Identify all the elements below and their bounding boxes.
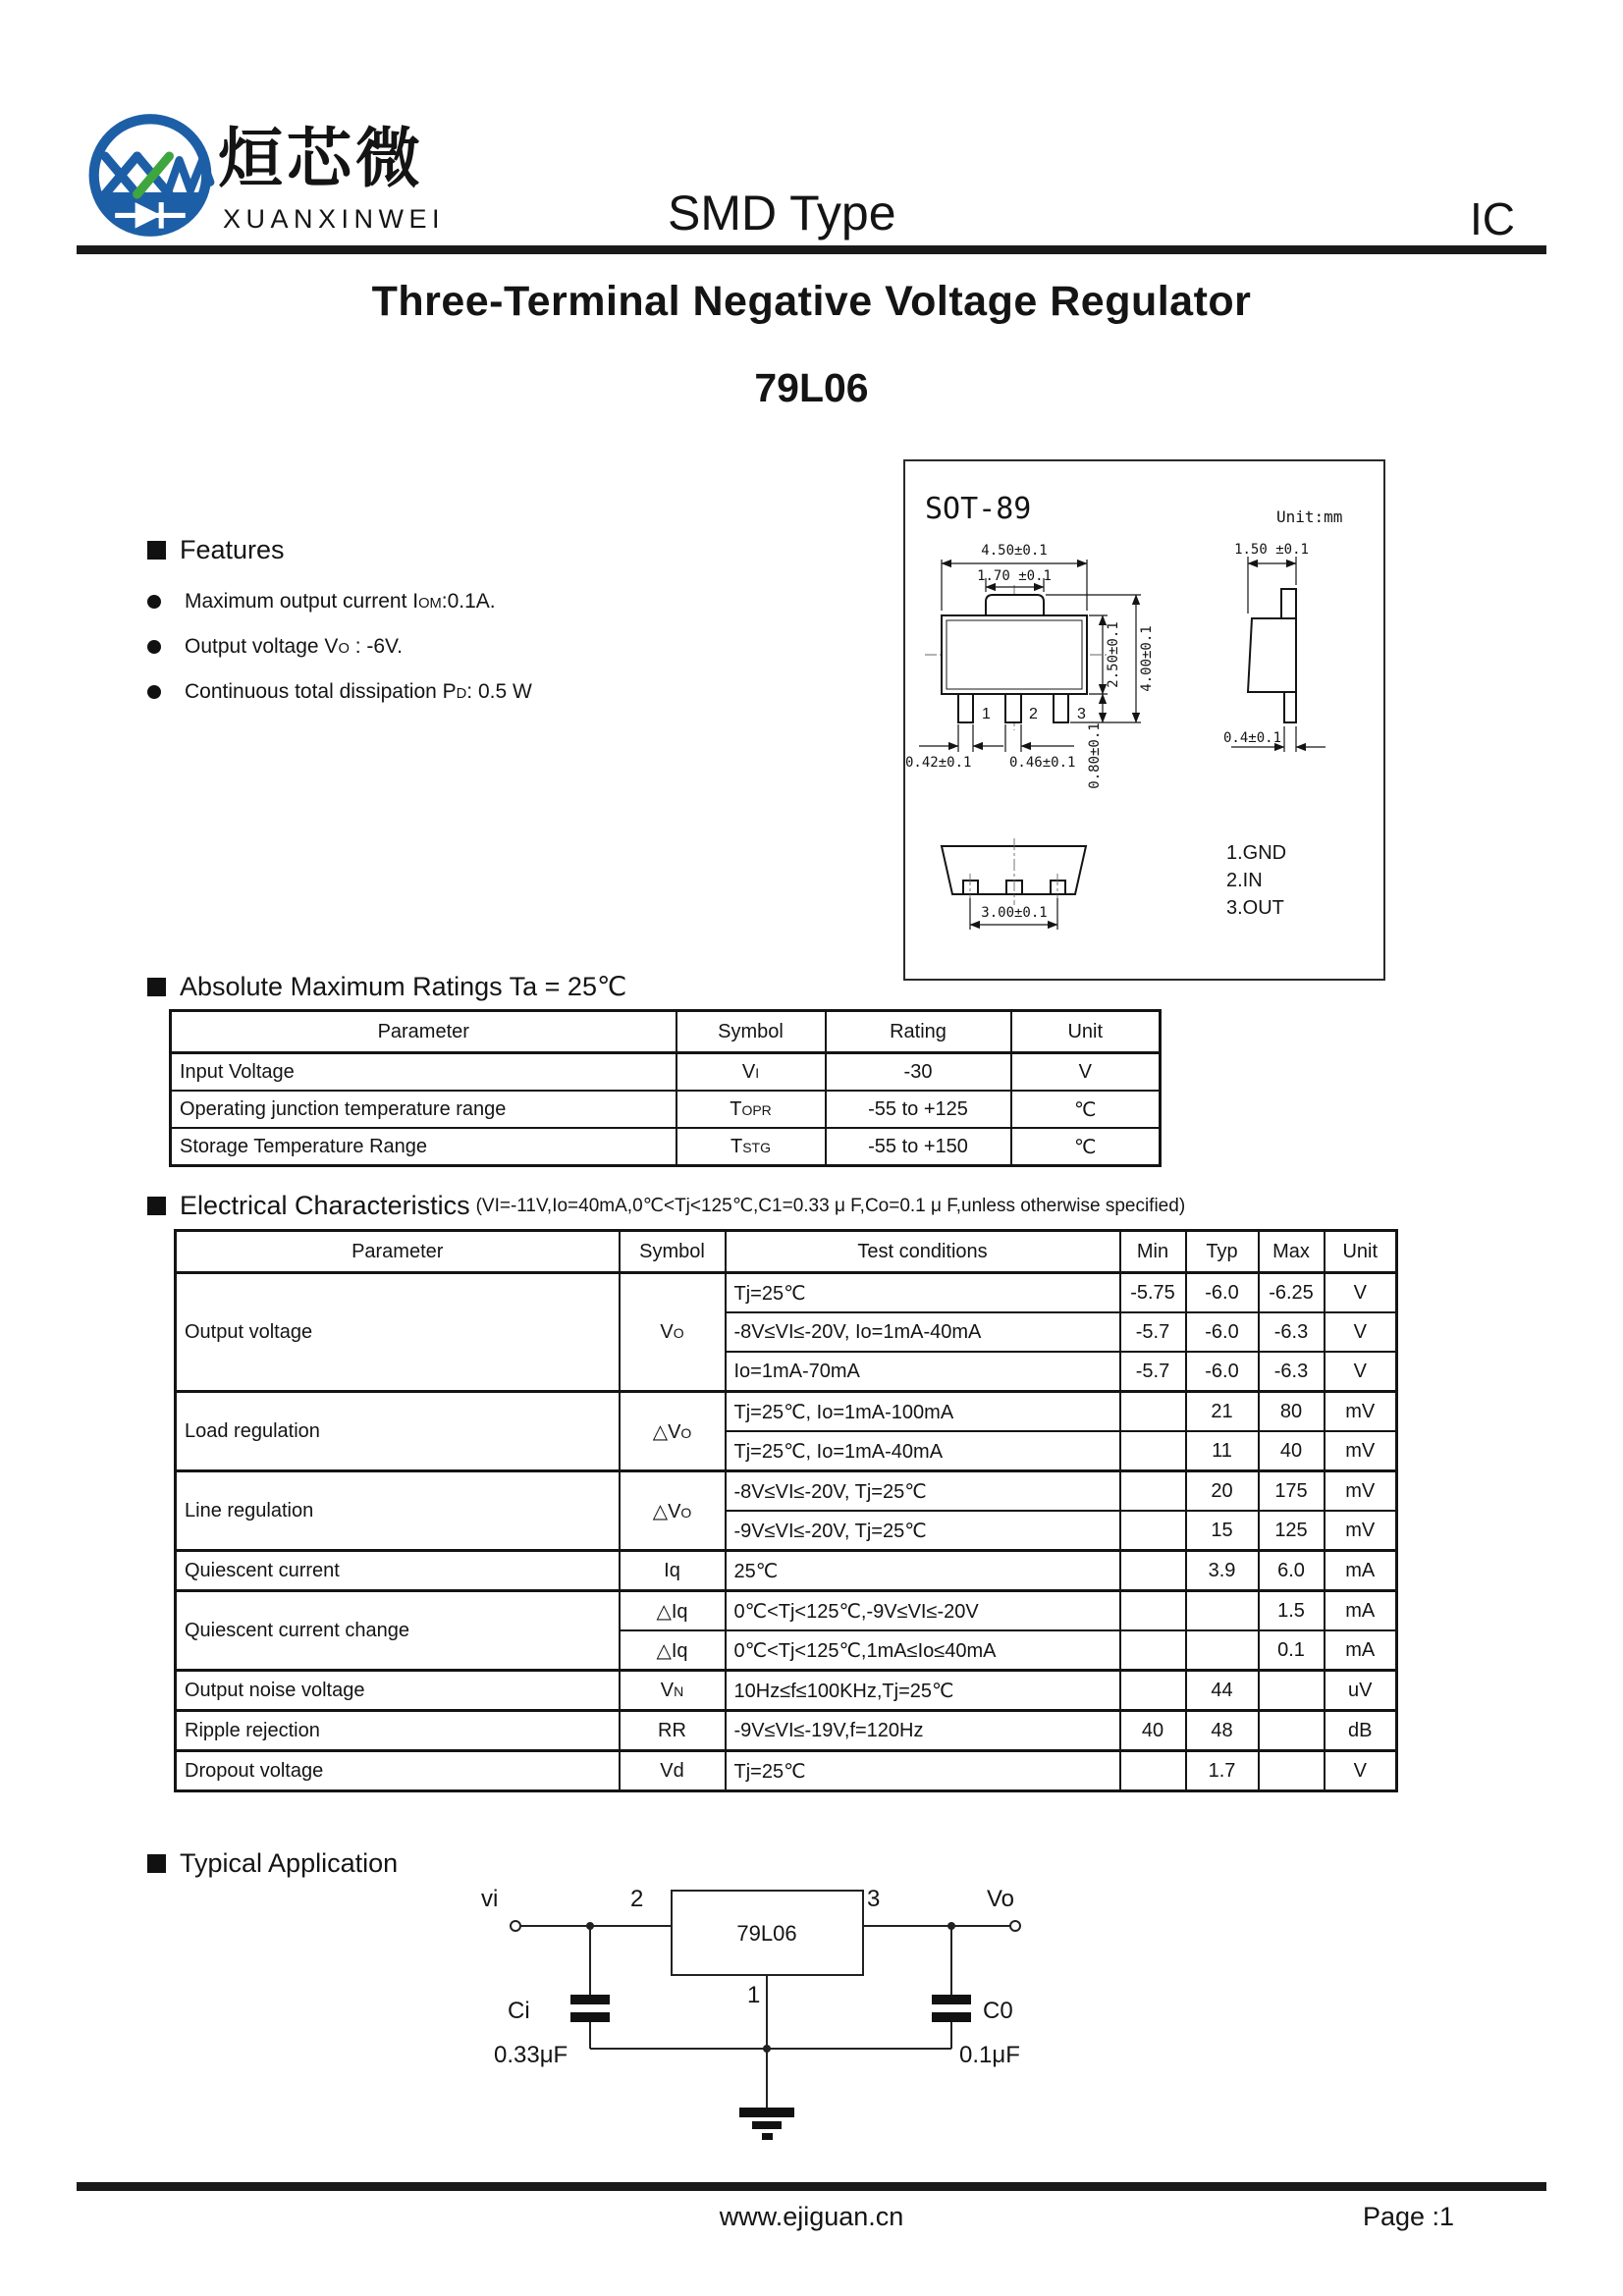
column-header: Symbol xyxy=(620,1231,726,1273)
ec-max-cell: 80 xyxy=(1259,1392,1325,1432)
page-title: Three-Terminal Negative Voltage Regulator xyxy=(371,278,1252,325)
ec-typ-cell: 3.9 xyxy=(1186,1551,1259,1591)
pin1-label: 1 xyxy=(747,1982,761,2008)
ec-unit-cell: dB xyxy=(1325,1711,1397,1751)
ec-max-cell: -6.3 xyxy=(1259,1352,1325,1392)
ec-unit-cell: mV xyxy=(1325,1511,1397,1551)
feature-subscript: OM xyxy=(418,596,442,612)
ec-unit-cell: mV xyxy=(1325,1471,1397,1512)
column-header: Unit xyxy=(1011,1011,1161,1053)
abs-max-table-wrap xyxy=(169,1009,1162,1167)
pin-number-2: 2 xyxy=(1029,706,1038,722)
capacitor-plate xyxy=(570,1995,610,2004)
pin-name-list xyxy=(1226,842,1286,919)
pin2-label: 2 xyxy=(630,1886,644,1912)
ec-min-cell xyxy=(1120,1511,1186,1551)
ec-typ-cell: 11 xyxy=(1186,1431,1259,1471)
ec-max-cell: -6.25 xyxy=(1259,1273,1325,1313)
ec-typ-cell: 48 xyxy=(1186,1711,1259,1751)
feature-text-part: Maximum output current I xyxy=(185,590,419,613)
ec-min-cell xyxy=(1120,1392,1186,1432)
ec-symbol-cell: △Iq xyxy=(620,1591,726,1631)
symbol-sub: O xyxy=(680,1504,692,1521)
column-header: Max xyxy=(1259,1231,1325,1273)
ec-unit-cell: mA xyxy=(1325,1551,1397,1591)
ec-symbol-cell xyxy=(620,1551,726,1591)
ec-min-cell: -5.7 xyxy=(1120,1312,1186,1352)
ec-condition-cell: 25℃ xyxy=(726,1551,1120,1591)
brand-english: XUANXINWEI xyxy=(223,204,446,234)
ec-param-cell: Output noise voltage xyxy=(176,1671,620,1711)
ec-table xyxy=(174,1229,1398,1792)
feature-text-part: Continuous total dissipation P xyxy=(185,680,457,703)
package-drawing-box xyxy=(903,459,1385,981)
ec-min-cell xyxy=(1120,1751,1186,1791)
abs-max-heading xyxy=(147,972,626,1002)
ec-min-cell: -5.75 xyxy=(1120,1273,1186,1313)
ec-condition-cell: 0℃<Tj<125℃,-9V≤VI≤-20V xyxy=(726,1591,1120,1631)
ec-typ-cell: -6.0 xyxy=(1186,1312,1259,1352)
ec-symbol-cell xyxy=(620,1471,726,1551)
footer-page-label: Page :1 xyxy=(1363,2202,1455,2231)
capacitor-plate xyxy=(932,2012,971,2022)
amr-rating-cell: -55 to +125 xyxy=(826,1091,1011,1128)
ec-param-cell: Ripple rejection xyxy=(176,1711,620,1751)
unit-label: Unit:mm xyxy=(1276,507,1343,526)
output-terminal xyxy=(1010,1921,1020,1931)
ec-param-cell: Quiescent current change xyxy=(176,1591,620,1671)
bullet-icon xyxy=(147,595,161,609)
features-section xyxy=(147,535,835,715)
dim-side-width: 1.50 ±0.1 xyxy=(1234,542,1309,558)
features-heading xyxy=(147,535,835,565)
column-header: Unit xyxy=(1325,1231,1397,1273)
feature-text-part: :0.1A. xyxy=(441,590,496,613)
amr-rating-cell: -55 to +150 xyxy=(826,1128,1011,1166)
table-header-row xyxy=(171,1011,1161,1053)
column-header: Parameter xyxy=(171,1011,676,1053)
symbol-main: V xyxy=(660,1679,675,1701)
capacitor-plate xyxy=(570,2012,610,2022)
feature-text xyxy=(185,680,532,704)
features-heading-text: Features xyxy=(180,535,285,564)
ec-unit-cell: V xyxy=(1325,1751,1397,1791)
ec-symbol-cell xyxy=(620,1273,726,1392)
symbol-main: RR xyxy=(658,1719,686,1741)
front-view xyxy=(905,543,1155,789)
section-marker-icon xyxy=(147,1854,166,1873)
ec-typ-cell: -6.0 xyxy=(1186,1352,1259,1392)
dim-total-height: 4.00±0.1 xyxy=(1139,625,1155,692)
pin-name-gnd: 1.GND xyxy=(1226,842,1287,864)
ec-typ-cell: 1.7 xyxy=(1186,1751,1259,1791)
symbol-main: T xyxy=(730,1135,743,1157)
feature-text-part: : -6V. xyxy=(349,635,403,658)
ec-condition-cell: 0℃<Tj<125℃,1mA≤Io≤40mA xyxy=(726,1630,1120,1671)
ec-condition-cell: -8V≤VI≤-20V, Tj=25℃ xyxy=(726,1471,1120,1512)
input-cap-label: Ci xyxy=(508,1998,530,2024)
typical-application-heading-text: Typical Application xyxy=(180,1848,399,1878)
amr-unit-cell: ℃ xyxy=(1011,1091,1161,1128)
application-circuit-svg xyxy=(412,1863,1100,2158)
abs-max-heading-text: Absolute Maximum Ratings Ta = 25℃ xyxy=(180,972,627,1001)
column-header: Min xyxy=(1120,1231,1186,1273)
ec-min-cell xyxy=(1120,1591,1186,1631)
dim-top-width: 4.50±0.1 xyxy=(981,543,1048,559)
ec-param-cell: Output voltage xyxy=(176,1273,620,1392)
symbol-main: Vd xyxy=(660,1759,684,1782)
ec-symbol-cell xyxy=(620,1711,726,1751)
ec-typ-cell: -6.0 xyxy=(1186,1273,1259,1313)
dim-tab-width: 1.70 ±0.1 xyxy=(977,568,1052,584)
amr-symbol-cell xyxy=(676,1053,826,1092)
output-cap-label: C0 xyxy=(983,1998,1013,2024)
ground-icon xyxy=(739,2108,794,2140)
ec-max-cell: 6.0 xyxy=(1259,1551,1325,1591)
table-row xyxy=(171,1128,1161,1166)
dim-bottom-pitch: 3.00±0.1 xyxy=(981,905,1048,921)
column-header: Typ xyxy=(1186,1231,1259,1273)
column-header: Rating xyxy=(826,1011,1011,1053)
feature-text xyxy=(185,590,496,614)
ec-condition-cell: -9V≤VI≤-20V, Tj=25℃ xyxy=(726,1511,1120,1551)
header-ic-label: IC xyxy=(1470,193,1515,244)
ec-min-cell xyxy=(1120,1630,1186,1671)
symbol-main: V xyxy=(741,1060,756,1083)
ec-min-cell xyxy=(1120,1671,1186,1711)
pin-name-out: 3.OUT xyxy=(1226,897,1284,919)
feature-item xyxy=(147,624,835,669)
pin-number-3: 3 xyxy=(1077,706,1086,722)
header-rule xyxy=(77,245,1546,254)
amr-unit-cell: V xyxy=(1011,1053,1161,1092)
ec-max-cell: -6.3 xyxy=(1259,1312,1325,1352)
elec-char-heading-text: Electrical Characteristics xyxy=(180,1191,470,1220)
ec-condition-cell: Tj=25℃ xyxy=(726,1273,1120,1313)
ec-symbol-cell: △Iq xyxy=(620,1630,726,1671)
symbol-main: Iq xyxy=(664,1559,680,1581)
ec-max-cell: 175 xyxy=(1259,1471,1325,1512)
elec-char-table-wrap xyxy=(174,1229,1398,1792)
amr-param-cell: Storage Temperature Range xyxy=(171,1128,676,1166)
ec-max-cell: 40 xyxy=(1259,1431,1325,1471)
ec-condition-cell: Tj=25℃, Io=1mA-40mA xyxy=(726,1431,1120,1471)
column-header: Test conditions xyxy=(726,1231,1120,1273)
ec-symbol-cell xyxy=(620,1671,726,1711)
ec-unit-cell: V xyxy=(1325,1352,1397,1392)
symbol-sub: O xyxy=(673,1324,684,1341)
package-drawing-svg xyxy=(905,461,1383,979)
ec-typ-cell: 15 xyxy=(1186,1511,1259,1551)
ec-param-cell: Quiescent current xyxy=(176,1551,620,1591)
ec-unit-cell: mV xyxy=(1325,1431,1397,1471)
section-marker-icon xyxy=(147,978,166,996)
symbol-sub: STG xyxy=(742,1139,771,1155)
ec-unit-cell: V xyxy=(1325,1312,1397,1352)
input-cap-value: 0.33μF xyxy=(494,2042,568,2068)
symbol-main: V xyxy=(660,1320,674,1343)
footer-rule xyxy=(77,2182,1546,2191)
ec-unit-cell: mA xyxy=(1325,1630,1397,1671)
ec-max-cell xyxy=(1259,1751,1325,1791)
bullet-icon xyxy=(147,640,161,654)
capacitor-plate xyxy=(932,1995,971,2004)
ec-unit-cell: uV xyxy=(1325,1671,1397,1711)
typical-application-heading xyxy=(147,1848,398,1879)
symbol-sub: O xyxy=(680,1424,692,1441)
feature-subscript: O xyxy=(338,641,350,657)
ec-typ-cell xyxy=(1186,1630,1259,1671)
table-header-row xyxy=(176,1231,1397,1273)
elec-char-conditions-note: (VI=-11V,Io=40mA,0℃<Tj<125℃,C1=0.33 μ F,Co=0.1 μ F,unless otherwise specified) xyxy=(475,1196,1186,1216)
ec-unit-cell: mA xyxy=(1325,1591,1397,1631)
table-row xyxy=(176,1551,1397,1591)
amr-table xyxy=(169,1009,1162,1167)
dim-lead1-width: 0.42±0.1 xyxy=(905,755,972,771)
symbol-sub: N xyxy=(674,1682,684,1699)
ec-min-cell xyxy=(1120,1551,1186,1591)
column-header: Symbol xyxy=(676,1011,826,1053)
ec-condition-cell: -9V≤VI≤-19V,f=120Hz xyxy=(726,1711,1120,1751)
ec-min-cell xyxy=(1120,1431,1186,1471)
junction-dot xyxy=(763,2045,771,2053)
table-row xyxy=(176,1392,1397,1432)
amr-unit-cell: ℃ xyxy=(1011,1128,1161,1166)
ec-param-cell: Load regulation xyxy=(176,1392,620,1471)
feature-text-part: Output voltage V xyxy=(185,635,339,658)
pin3-label: 3 xyxy=(867,1886,881,1912)
header-smd-type: SMD Type xyxy=(668,186,896,240)
table-row xyxy=(171,1091,1161,1128)
ec-typ-cell: 20 xyxy=(1186,1471,1259,1512)
input-terminal xyxy=(511,1921,520,1931)
dim-lead-thickness: 0.4±0.1 xyxy=(1223,730,1282,746)
brand-chinese: 烜芯微 xyxy=(218,122,424,194)
amr-symbol-cell xyxy=(676,1128,826,1166)
symbol-sub: OPR xyxy=(741,1101,772,1118)
ec-condition-cell: Io=1mA-70mA xyxy=(726,1352,1120,1392)
logo-icon xyxy=(83,110,221,242)
ec-param-cell: Dropout voltage xyxy=(176,1751,620,1791)
ec-condition-cell: Tj=25℃, Io=1mA-100mA xyxy=(726,1392,1120,1432)
symbol-main: T xyxy=(730,1097,742,1120)
ec-typ-cell: 44 xyxy=(1186,1671,1259,1711)
ec-param-cell: Line regulation xyxy=(176,1471,620,1551)
ec-min-cell: 40 xyxy=(1120,1711,1186,1751)
pin-number-1: 1 xyxy=(982,706,991,722)
table-row xyxy=(176,1751,1397,1791)
side-view xyxy=(1223,542,1325,752)
table-row xyxy=(176,1273,1397,1313)
output-cap-value: 0.1μF xyxy=(959,2042,1020,2068)
ec-condition-cell: -8V≤VI≤-20V, Io=1mA-40mA xyxy=(726,1312,1120,1352)
feature-item xyxy=(147,579,835,624)
feature-text-part: : 0.5 W xyxy=(466,680,532,703)
section-marker-icon xyxy=(147,1197,166,1215)
ec-max-cell xyxy=(1259,1671,1325,1711)
ec-typ-cell xyxy=(1186,1591,1259,1631)
bottom-view xyxy=(942,838,1086,930)
part-number: 79L06 xyxy=(754,365,869,410)
elec-char-heading xyxy=(147,1191,1522,1221)
package-name-label: SOT-89 xyxy=(925,492,1032,526)
table-row xyxy=(171,1053,1161,1092)
amr-rating-cell: -30 xyxy=(826,1053,1011,1092)
output-label: Vo xyxy=(987,1886,1015,1912)
ec-min-cell: -5.7 xyxy=(1120,1352,1186,1392)
application-circuit xyxy=(412,1863,1100,2158)
dim-lead-length: 0.80±0.1 xyxy=(1087,722,1103,789)
feature-item xyxy=(147,669,835,715)
column-header: Parameter xyxy=(176,1231,620,1273)
amr-param-cell: Operating junction temperature range xyxy=(171,1091,676,1128)
table-row xyxy=(176,1471,1397,1512)
ec-condition-cell: Tj=25℃ xyxy=(726,1751,1120,1791)
dim-lead2-width: 0.46±0.1 xyxy=(1009,755,1076,771)
symbol-sub: I xyxy=(755,1064,760,1081)
feature-text xyxy=(185,635,403,659)
symbol-main: △V xyxy=(652,1500,681,1522)
ec-condition-cell: 10Hz≤f≤100KHz,Tj=25℃ xyxy=(726,1671,1120,1711)
table-row xyxy=(176,1711,1397,1751)
ec-min-cell xyxy=(1120,1471,1186,1512)
ec-symbol-cell xyxy=(620,1392,726,1471)
company-logo xyxy=(83,110,221,242)
amr-symbol-cell xyxy=(676,1091,826,1128)
regulator-label: 79L06 xyxy=(736,1921,797,1946)
pin-name-in: 2.IN xyxy=(1226,870,1263,891)
symbol-main: △V xyxy=(652,1420,681,1443)
table-row xyxy=(176,1671,1397,1711)
ec-unit-cell: mV xyxy=(1325,1392,1397,1432)
bullet-icon xyxy=(147,685,161,699)
dim-body-height: 2.50±0.1 xyxy=(1106,621,1121,688)
table-row xyxy=(176,1591,1397,1631)
section-marker-icon xyxy=(147,541,166,560)
ec-max-cell: 125 xyxy=(1259,1511,1325,1551)
ec-unit-cell: V xyxy=(1325,1273,1397,1313)
input-label: vi xyxy=(481,1886,499,1912)
ec-typ-cell: 21 xyxy=(1186,1392,1259,1432)
feature-subscript: D xyxy=(456,686,467,702)
ec-max-cell xyxy=(1259,1711,1325,1751)
features-list xyxy=(147,579,835,715)
ec-max-cell: 1.5 xyxy=(1259,1591,1325,1631)
footer-website: www.ejiguan.cn xyxy=(719,2202,904,2231)
amr-param-cell: Input Voltage xyxy=(171,1053,676,1092)
ec-symbol-cell xyxy=(620,1751,726,1791)
ec-max-cell: 0.1 xyxy=(1259,1630,1325,1671)
